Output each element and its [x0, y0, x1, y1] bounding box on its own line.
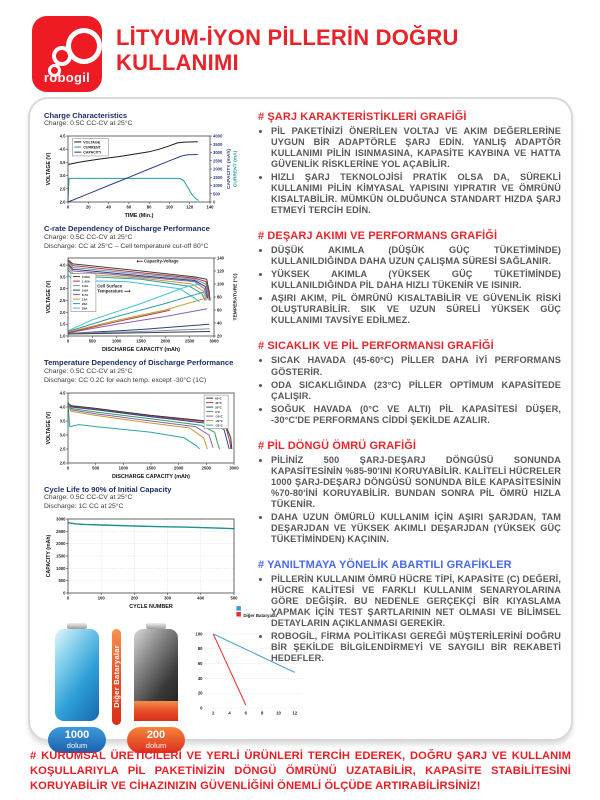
battery-comparison [42, 612, 298, 754]
chart-block-temperature [44, 358, 248, 479]
robogil-logo [32, 16, 102, 92]
cycle-count-badge-bad: 200 dolum [127, 727, 185, 754]
svg-text:4.5: 4.5 [59, 133, 66, 139]
svg-text:140: 140 [206, 204, 214, 210]
bullet: • ODA SICAKLIĞINDA (23°C) PİLLER OPTİMUM KAPASİTEDE ÇALIŞIR. [271, 380, 561, 402]
bullet: • SICAK HAVADA (45-60°C) PİLLER DAHA İYİ PERFORMANS GÖSTERİR. [271, 355, 561, 377]
svg-text:0: 0 [200, 705, 203, 711]
svg-text:CAPACITY: CAPACITY [83, 151, 102, 156]
svg-text:500: 500 [88, 338, 96, 344]
svg-text:1.0: 1.0 [59, 333, 66, 339]
svg-text:60: 60 [197, 660, 203, 666]
svg-text:60: 60 [126, 204, 132, 210]
svg-text:500: 500 [230, 595, 238, 601]
svg-text:2.5: 2.5 [59, 298, 66, 304]
svg-text:200: 200 [130, 595, 138, 601]
svg-text:2.0: 2.0 [59, 310, 66, 316]
temperature-discharge-chart [44, 388, 240, 480]
svg-text:CAPACITY (mAh): CAPACITY (mAh) [46, 534, 52, 577]
robogil-battery [48, 621, 106, 754]
svg-text:VOLTAGE (V): VOLTAGE (V) [46, 152, 52, 186]
chart-block-crate [44, 224, 248, 353]
svg-text:CAPACITY (mAh): CAPACITY (mAh) [227, 149, 232, 190]
chart-subtitle: Charge: 0.5C CC-CV at 25°C [44, 494, 133, 502]
svg-text:0: 0 [66, 338, 70, 344]
svg-text:120: 120 [217, 268, 224, 274]
svg-text:-30°C: -30°C [215, 423, 223, 428]
full-battery-icon [55, 629, 99, 721]
svg-text:4.0: 4.0 [59, 263, 66, 269]
svg-text:40: 40 [197, 675, 203, 681]
svg-text:100: 100 [195, 631, 203, 637]
svg-text:2.9A: 2.9A [81, 284, 89, 289]
svg-text:2.0: 2.0 [59, 460, 66, 466]
svg-text:2.0: 2.0 [59, 199, 66, 205]
svg-text:300: 300 [164, 595, 172, 601]
svg-text:500: 500 [58, 577, 66, 583]
svg-text:TIME (Min.): TIME (Min.) [124, 213, 154, 220]
svg-text:20A: 20A [81, 302, 88, 307]
svg-text:80: 80 [146, 204, 152, 210]
chart-block-charge [44, 111, 248, 219]
chart-subtitle: Discharge: CC at 25°C – Cell temperature cut-off 80°C [44, 242, 209, 250]
bullet: • YÜKSEK AKIMLA (YÜKSEK GÜÇ TÜKETİMİNDE) KULLANILDIĞINDA PİL DAHA HIZLI TÜKENİR VE ISINIR. [271, 269, 561, 291]
svg-text:2500: 2500 [213, 158, 223, 164]
svg-text:VOLTAGE (V): VOLTAGE (V) [46, 281, 52, 314]
svg-text:100: 100 [97, 595, 105, 601]
chart-title: C-rate Dependency of Discharge Performance [44, 224, 210, 234]
svg-text:2500: 2500 [56, 528, 66, 534]
cycle-count-badge-good: 1000 dolum [48, 727, 106, 754]
svg-text:1000: 1000 [56, 565, 66, 571]
svg-text:2.5: 2.5 [59, 446, 66, 452]
svg-text:1.45A: 1.45A [81, 280, 90, 285]
section-discharge [258, 230, 561, 328]
svg-text:60°C: 60°C [215, 396, 222, 401]
svg-text:1500: 1500 [146, 465, 156, 471]
svg-text:0: 0 [213, 199, 216, 205]
svg-text:0: 0 [66, 204, 70, 210]
svg-text:VOLTAGE (V): VOLTAGE (V) [46, 411, 52, 444]
svg-text:1500: 1500 [136, 338, 146, 344]
section-heading: # SICAKLIK VE PİL PERFORMANSI GRAFİĞİ [258, 340, 494, 353]
svg-text:100: 100 [165, 204, 173, 210]
svg-text:Cell Surface: Cell Surface [97, 284, 123, 290]
svg-text:3500: 3500 [213, 142, 223, 148]
section-charge [258, 111, 561, 218]
chart-title: Temperature Dependency of Discharge Performance [44, 358, 234, 368]
svg-text:80: 80 [217, 294, 222, 300]
svg-text:25°C: 25°C [215, 405, 222, 410]
svg-text:2.5: 2.5 [59, 186, 66, 192]
svg-text:20: 20 [217, 333, 222, 339]
svg-text:1500: 1500 [213, 175, 223, 181]
svg-text:1000: 1000 [112, 338, 122, 344]
svg-text:100: 100 [217, 281, 224, 287]
svg-text:500: 500 [92, 465, 100, 471]
svg-text:20: 20 [197, 690, 203, 696]
svg-text:3.5: 3.5 [59, 418, 66, 424]
svg-text:3000: 3000 [213, 150, 223, 156]
section-heading: # DEŞARJ AKIMI VE PERFORMANS GRAFİĞİ [258, 230, 498, 243]
chart-subtitle: Charge: 0.5C CC-CV at 25°C [44, 120, 133, 128]
svg-text:2000: 2000 [160, 338, 170, 344]
svg-text:3.5: 3.5 [59, 274, 66, 280]
svg-text:CURRENT (mA): CURRENT (mA) [233, 151, 239, 188]
svg-text:15A: 15A [81, 298, 88, 303]
chart-title: Charge Characteristics [44, 111, 128, 120]
svg-text:1000: 1000 [118, 465, 128, 471]
section-heading: # YANILTMAYA YÖNELİK ABARTILI GRAFİKLER [258, 558, 512, 571]
svg-text:⟵ Capacity-Voltage: ⟵ Capacity-Voltage [136, 259, 179, 265]
section-cycle-life [258, 440, 561, 547]
text-column [248, 111, 561, 731]
svg-text:3.5: 3.5 [59, 160, 66, 166]
chart-subtitle: Discharge: CC 0.2C for each temp. except -30°C (1C) [44, 376, 207, 384]
chart-block-cycle-life [44, 485, 248, 610]
bullet: • PİLİNİZ 500 ŞARJ-DEŞARJ DÖNGÜSÜ SONUNDA KAPASİTESİNİN %85-90'INI KORUYABİLİR. KALİTELİ HÜCRELER 1000 ŞARJ-DEŞARJ DÖNGÜSÜ SONUNDA BİLE KAPASİTESİNİN %70-80'İNİ KORUYABİLİR. BUNDAN SONRA PİL ÖMRÜ HIZLA TÜKENİR. [271, 455, 561, 510]
svg-text:29A: 29A [81, 307, 88, 312]
svg-text:8: 8 [260, 710, 264, 716]
section-heading: # ŞARJ KARAKTERİSTİKLERİ GRAFİĞİ [258, 111, 467, 123]
other-battery [127, 621, 185, 754]
low-battery-icon [134, 629, 178, 721]
cycle-life-chart [44, 514, 240, 610]
content-card [28, 97, 573, 750]
svg-text:120: 120 [186, 204, 194, 210]
svg-text:VOLTAGE: VOLTAGE [83, 140, 101, 145]
bullet: • AŞIRI AKIM, PİL ÖMRÜNÜ KISALTABİLİR VE GÜVENLİK RİSKİ OLUŞTURABİLİR. SIK VE UZUN SÜRELİ YÜKSEK GÜÇ KULLANIMI TAVSİYE EDİLMEZ. [271, 293, 561, 326]
svg-text:6: 6 [244, 710, 248, 716]
svg-text:Diğer Bataryalar: Diğer Bataryalar [243, 612, 278, 618]
svg-text:3.0: 3.0 [59, 286, 66, 292]
bullet: • PİL PAKETİNİZİ ÖNERİLEN VOLTAJ VE AKIM DEĞERLERİNE UYGUN BİR ADAPTÖRLE ŞARJ EDİN. YANLIŞ ADAPTÖR KULLANIMI PİLİN ISINMASINA, KAPASİTE KAYBINA VE HATTA GÜVENLİK RİSKLERİNE YOL AÇABİLİR. [271, 126, 561, 170]
section-temperature [258, 340, 561, 427]
svg-text:4.5: 4.5 [59, 390, 66, 396]
svg-text:1000: 1000 [213, 183, 223, 189]
svg-text:8.7A: 8.7A [81, 293, 89, 298]
svg-text:DISCHARGE CAPACITY (mAh): DISCHARGE CAPACITY (mAh) [102, 347, 180, 354]
chart-subtitle: Discharge: 1C CC at 25°C [44, 502, 124, 510]
svg-text:10: 10 [276, 710, 281, 716]
bullet: • SOĞUK HAVADA (0°C VE ALTI) PİL KAPASİTESİ DÜŞER, -30°C'DE PERFORMANS CİDDİ ŞEKİLDE AZALIR. [271, 404, 561, 426]
page-title: LİTYUM-İYON PİLLERİN DOĞRU KULLANIMI [116, 25, 459, 75]
svg-text:45°C: 45°C [215, 400, 222, 405]
svg-text:60: 60 [217, 307, 222, 313]
svg-text:500: 500 [213, 191, 220, 197]
chart-title: Cycle Life to 90% of Initial Capacity [44, 484, 172, 494]
svg-text:-10°C: -10°C [215, 414, 223, 419]
svg-text:4.0: 4.0 [59, 404, 66, 410]
svg-text:4000: 4000 [213, 133, 223, 139]
svg-text:CYCLE NUMBER: CYCLE NUMBER [129, 603, 173, 610]
svg-text:140: 140 [217, 255, 224, 261]
other-batteries-banner: Diğer Bataryalar [112, 629, 121, 725]
bullet: • ROBOGİL, FİRMA POLİTİKASI GEREĞİ MÜŞTERİLERİNİ DOĞRU BİR ŞEKİLDE BİLGİLENDİRMEYİ VE SAYGILI BİR REKABETİ HEDEFLER. [271, 631, 561, 664]
svg-text:3000: 3000 [229, 465, 239, 471]
svg-text:0: 0 [63, 590, 66, 596]
svg-text:TEMPERATURE (°C): TEMPERATURE (°C) [233, 273, 239, 321]
section-heading: # PİL DÖNGÜ ÖMRÜ GRAFİĞİ [258, 439, 417, 452]
bullet: • DÜŞÜK AKIMLA (DÜŞÜK GÜÇ TÜKETİMİNDE) KULLANILDIĞINDA DAHA UZUN ÇALIŞMA SÜRESİ SAĞLANIR. [271, 245, 561, 267]
crate-discharge-chart [44, 253, 240, 353]
bullet: • PİLLERİN KULLANIM ÖMRÜ HÜCRE TİPİ, KAPASİTE (C) DEĞERİ, HÜCRE KALİTESİ VE FARKLI KULLANIM SENARYOLARINA GÖRE DEĞİŞİR. BU NEDENLE GERÇEKÇİ BİR KIYASLAMA YAPMAK İÇİN TEST ŞARTLARININ NET OLMASI VE BİLİMSEL DETAYLARIN AÇIKLANMASI GEREKİR. [271, 574, 561, 629]
svg-text:2500: 2500 [201, 465, 211, 471]
footer-note: # KURUMSAL ÜRETİCİLERİ VE YERLİ ÜRÜNLERİ TERCİH EDEREK, DOĞRU ŞARJ VE KULLANIM KOŞULLARIYLA PİL PAKETİNİZİN DÖNGÜ ÖMRÜNÜ UZATABİLİR, KAPASİTE STABİLİTESİNİ KORUYABİLİR VE CİHAZINIZIN GÜVENLİĞİNİ ÖNEMLİ ÖLÇÜDE ARTIRABİLİRSİNİZ! [30, 750, 571, 793]
svg-text:4.0: 4.0 [59, 147, 66, 153]
svg-text:3.0: 3.0 [59, 432, 66, 438]
svg-text:40: 40 [106, 204, 111, 210]
svg-text:-20°C: -20°C [215, 418, 223, 423]
svg-text:5.8A: 5.8A [81, 289, 89, 294]
bullet: • HIZLI ŞARJ TEKNOLOJİSİ PRATİK OLSA DA, SÜREKLİ KULLANIMI PİLİN KİMYASAL YAPISINI YIPRATIR VE ÖMRÜNÜ KISALTABİLİR. MÜMKÜN OLDUĞUNCA STANDART HIZDA ŞARJ ETMEYİ TERCİH EDİN. [271, 172, 561, 216]
svg-text:0.58A: 0.58A [81, 275, 90, 280]
svg-text:1.5: 1.5 [59, 322, 66, 328]
logo-circle-icon [52, 46, 72, 66]
svg-text:12: 12 [292, 710, 298, 716]
svg-text:20: 20 [85, 204, 91, 210]
svg-text:4: 4 [228, 710, 231, 716]
svg-text:2: 2 [211, 710, 215, 716]
svg-text:40: 40 [217, 320, 222, 326]
bullet: • DAHA UZUN ÖMÜRLÜ KULLANIM İÇİN AŞIRI ŞARJDAN, TAM DEŞARJDAN VE YÜKSEK AKIMLI DEŞARJDAN (YÜKSEK GÜÇ TÜKETİMİNDEN) KAÇININ. [271, 512, 561, 545]
svg-text:2000: 2000 [174, 465, 184, 471]
svg-text:2500: 2500 [185, 338, 195, 344]
svg-text:Temperature ⟶: Temperature ⟶ [97, 289, 131, 295]
chart-subtitle: Charge: 0.5C CC-CV at 25°C [44, 233, 133, 241]
svg-text:0: 0 [66, 465, 70, 471]
charts-column [40, 111, 298, 750]
svg-text:80: 80 [197, 645, 203, 651]
svg-text:3.0: 3.0 [59, 173, 66, 179]
section-misleading-charts [258, 559, 561, 666]
charge-characteristics-chart [44, 131, 240, 219]
svg-text:0: 0 [66, 595, 70, 601]
svg-text:1500: 1500 [56, 553, 66, 559]
svg-text:2000: 2000 [213, 166, 223, 172]
svg-text:DISCHARGE CAPACITY (mAh): DISCHARGE CAPACITY (mAh) [112, 473, 190, 480]
svg-text:CURRENT: CURRENT [83, 145, 101, 150]
svg-text:2000: 2000 [56, 540, 66, 546]
svg-text:400: 400 [197, 595, 205, 601]
svg-text:3000: 3000 [209, 338, 219, 344]
svg-text:3000: 3000 [56, 516, 66, 522]
logo-text: robogil [43, 70, 91, 85]
chart-subtitle: Charge: 0.5C CC-CV at 25°C [44, 367, 133, 375]
svg-text:0°C: 0°C [215, 409, 221, 414]
